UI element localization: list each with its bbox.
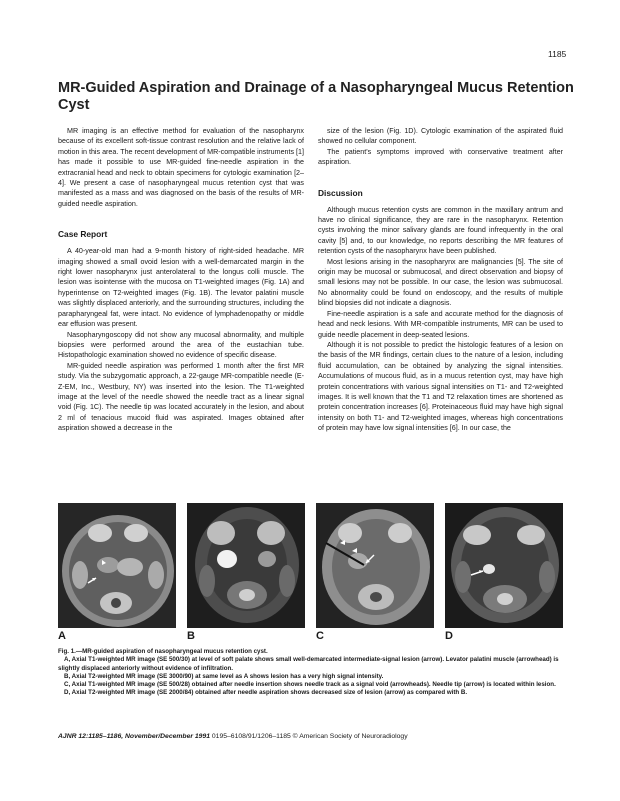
case-paragraph: Nasopharyngoscopy did not show any mucosal abnormality, and multiple biopsies were performed around the area of the eustachian tube. Histopathologic examination showed no evidence of specific disease. [58,330,304,360]
right-column [318,126,563,434]
caption-item: B, Axial T2-weighted MR image (SE 3000/90) at same level as A shows lesion has a very high signal intensity. [64,672,384,680]
discussion-heading: Discussion [318,187,363,198]
figure-label-a: A [58,630,66,642]
footer-copyright: 0195–6108/91/1206–1185 © American Society of Neuroradiology [211,733,408,740]
discussion-paragraph: Fine-needle aspiration is a safe and accurate method for the diagnosis of head and neck lesions. With MR-compatible instruments, MR can be used to guide needle placement in deep-seated lesions. [318,309,563,339]
intro-paragraph: MR imaging is an effective method for evaluation of the nasopharynx because of its excellent soft-tissue contrast resolution and the relative lack of motion in this area. The recent development of MR-compatible instruments [1] has made it possible to use MR-guided fine-needle aspiration in the extracranial head and neck to obtain specimens for cytologic examination [2–4]. We present a case of nasopharyngeal mucus retention cyst that was manifested as a mass and was diagnosed on the basis of the results of MR-guided needle aspiration. [58,127,304,208]
discussion-paragraph: Most lesions arising in the nasopharynx are malignancies [5]. The site of origin may be mucosal or submucosal, and direct observation and biopsy of small lesions may not be possible. In our case, the lesion was submucosal. No abnormality could be found on endoscopy, and the results of multiple blind biopsies did not indicate a diagnosis. [318,257,563,308]
caption-title: Fig. 1.—MR-guided aspiration of nasopharyngeal mucus retention cyst. [58,648,268,655]
mr-image-b [187,503,305,628]
figure-label-d: D [445,630,453,642]
mr-image-d [445,503,563,628]
left-column [58,126,304,434]
caption-item: D, Axial T2-weighted MR image (SE 2000/84) obtained after needle aspiration shows decreased size of lesion (arrow) as compared with B. [64,689,468,697]
right-paragraph: size of the lesion (Fig. 1D). Cytologic examination of the aspirated fluid showed no cellular component. [318,127,563,146]
case-paragraph: A 40-year-old man had a 9-month history of right-sided headache. MR imaging showed a small ovoid lesion with a well-demarcated margin in the right lower nasopharynx just anterolateral to the longus colli muscle. The lesion was isointense with the mucosa on T1-weighted images (Fig. 1A) and hyperintense on T2-weighted images (Fig. 1B). The levator palatini muscle was slightly displaced anteriorly, and the surrounding structures, including the parapharyngeal fat, were intact. No evidence of lymphadenopathy or middle ear effusion was present. [58,247,304,329]
case-paragraph: MR-guided needle aspiration was performed 1 month after the first MR study. Via the subzygomatic approach, a 22-gauge MR-compatible needle (E-Z-EM, Inc., Westbury, NY) was inserted into the lesion. The T1-weighted image at the level of the needle showed the needle tract as a linear signal void (Fig. 1C). The needle tip was located accurately in the lesion, and about 2 ml of tenacious mucoid fluid was aspirated. Images obtained after aspiration showed a decrease in the [58,361,304,433]
mr-image-a [58,503,176,628]
figure-caption [58,648,563,698]
discussion-paragraph: Although mucus retention cysts are common in the maxillary antrum and have no clinical significance, they are rare in the nasopharynx. Retention cysts involving the minor salivary glands are found infrequently in the oral cavity [5] and, to our knowledge, no reports describing the MR features of retention cysts of the nasopharynx have been published. [318,205,563,256]
footer [58,733,408,740]
figure-label-c: C [316,630,324,642]
right-paragraph: The patient’s symptoms improved with conservative treatment after aspiration. [318,147,563,167]
caption-item: A, Axial T1-weighted MR image (SE 500/30) at level of soft palate shows small well-demarcated intermediate-signal lesion (arrow). Levator palatini muscle (arrowhead) is slightly displaced anteriorly without evidence of infiltration. [58,656,559,672]
footer-journal: AJNR 12:1185–1186, November/December 1991 [58,733,211,740]
figure-label-b: B [187,630,195,642]
discussion-paragraph: Although it is not possible to predict the histologic features of a lesion on the basis of the MR findings, certain clues to the nature of a lesion, including fluid accumulation, can be obtained by analyzing the signal intensities. Accumulations of mucous fluid, as in a mucus retention cyst, may have high protein concentrations with various signal intensities on T1- and T2-weighted images. It is well known that the T1 and T2 relaxation times are shortened as protein concentration increases [6]. Proteinaceous fluid may have high signal intensity on both T1- and T2-weighted images, whereas high concentrations of protein may have low signal intensities [6]. In our case, the [318,340,563,433]
page-number: 1185 [548,49,567,59]
article-title: MR-Guided Aspiration and Drainage of a Nasopharyngeal Mucus Retention Cyst [58,80,574,113]
mr-image-c [316,503,434,628]
caption-item: C, Axial T1-weighted MR image (SE 500/28) obtained after needle insertion shows needle track as a signal void (arrowheads). Needle tip (arrow) is located within lesion. [64,681,556,689]
case-report-heading: Case Report [58,229,108,240]
figure-1 [58,503,563,643]
